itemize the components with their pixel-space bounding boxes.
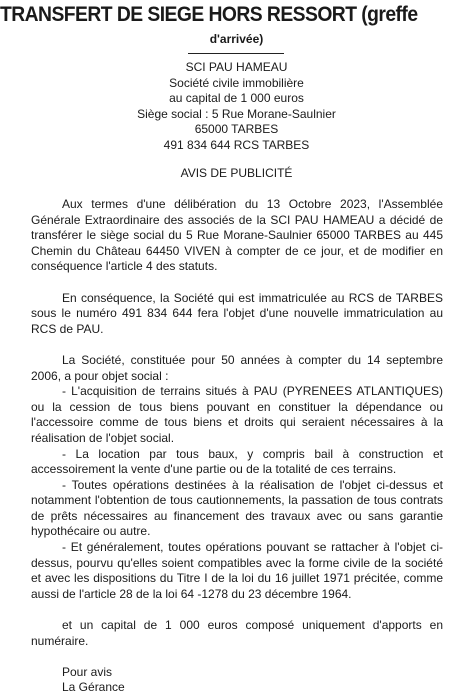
company-address: Siège social : 5 Rue Morane-Saulnier (137, 106, 336, 121)
signature-line-gerance: La Gérance (62, 680, 125, 695)
notice-title: AVIS DE PUBLICITÉ (180, 166, 293, 180)
company-name: SCI PAU HAMEAU (185, 60, 288, 74)
company-block (0, 60, 473, 154)
signature-block (31, 665, 443, 696)
company-rcs: 491 834 644 RCS TARBES (163, 137, 310, 152)
notice-heading-continuation: d'arrivée) (209, 32, 264, 46)
company-form: Société civile immobilière (169, 75, 304, 90)
company-capital: au capital de 1 000 euros (169, 91, 304, 106)
paragraph-consequence: En conséquence, la Société qui est immatriculée au RCS de TARBES sous le numéro 491 834 644 fera l'objet d'une nouvelle immatriculation au RCS de PAU. (31, 290, 443, 336)
notice-body (31, 197, 443, 696)
paragraph-deliberation: Aux termes d'une délibération du 13 Octobre 2023, l'Assemblée Générale Extraordinaire des associés de la SCI PAU HAMEAU a décidé de transférer le siège social du 5 Rue Morane-Saulnier 65000 TARBES au 445 Chemin du Château 64450 VIVEN à compter de ce jour, et de modifier en conséquence l'article 4 des statuts. (31, 197, 443, 274)
object-item: - L'acquisition de terrains situés à PAU (PYRENEES ATLANTIQUES) ou la cession de tous biens pouvant en constituer la dépendance ou l'accessoire comme de tous biens et droits qui seraient nécessaires à la réalisation de l'objet social. (31, 384, 443, 445)
object-item: - Et généralement, toutes opérations pouvant se rattacher à l'objet ci-dessus, pourvu qu'elles soient compatibles avec la forme civile de la société et avec les dispositions du Titre I de la loi du 16 juillet 1971 précitée, comme aussi de l'article 28 de la loi 64 -1278 du 23 décembre 1964. (31, 540, 443, 601)
heading-divider (188, 53, 284, 54)
company-city: 65000 TARBES (194, 122, 279, 137)
object-item: - Toutes opérations destinées à la réalisation de l'objet ci-dessus et notamment l'obtention de tous cautionnements, la passation de tous contrats de prêts nécessaires au financement des travaux avec ou sans garantie hypothécaire ou autre. (31, 477, 443, 539)
paragraph-capital: et un capital de 1 000 euros composé uniquement d'apports en numéraire. (31, 618, 443, 648)
paragraph-object-intro: La Société, constituée pour 50 années à compter du 14 septembre 2006, a pour objet social : (31, 352, 443, 383)
signature-line-avis: Pour avis (62, 664, 113, 679)
notice-heading: TRANSFERT DE SIEGE HORS RESSORT (greffe (0, 3, 418, 26)
object-item: - La location par tous baux, y compris bail à construction et accessoirement la vente d'une partie ou de la totalité de ces terrains. (31, 446, 443, 477)
